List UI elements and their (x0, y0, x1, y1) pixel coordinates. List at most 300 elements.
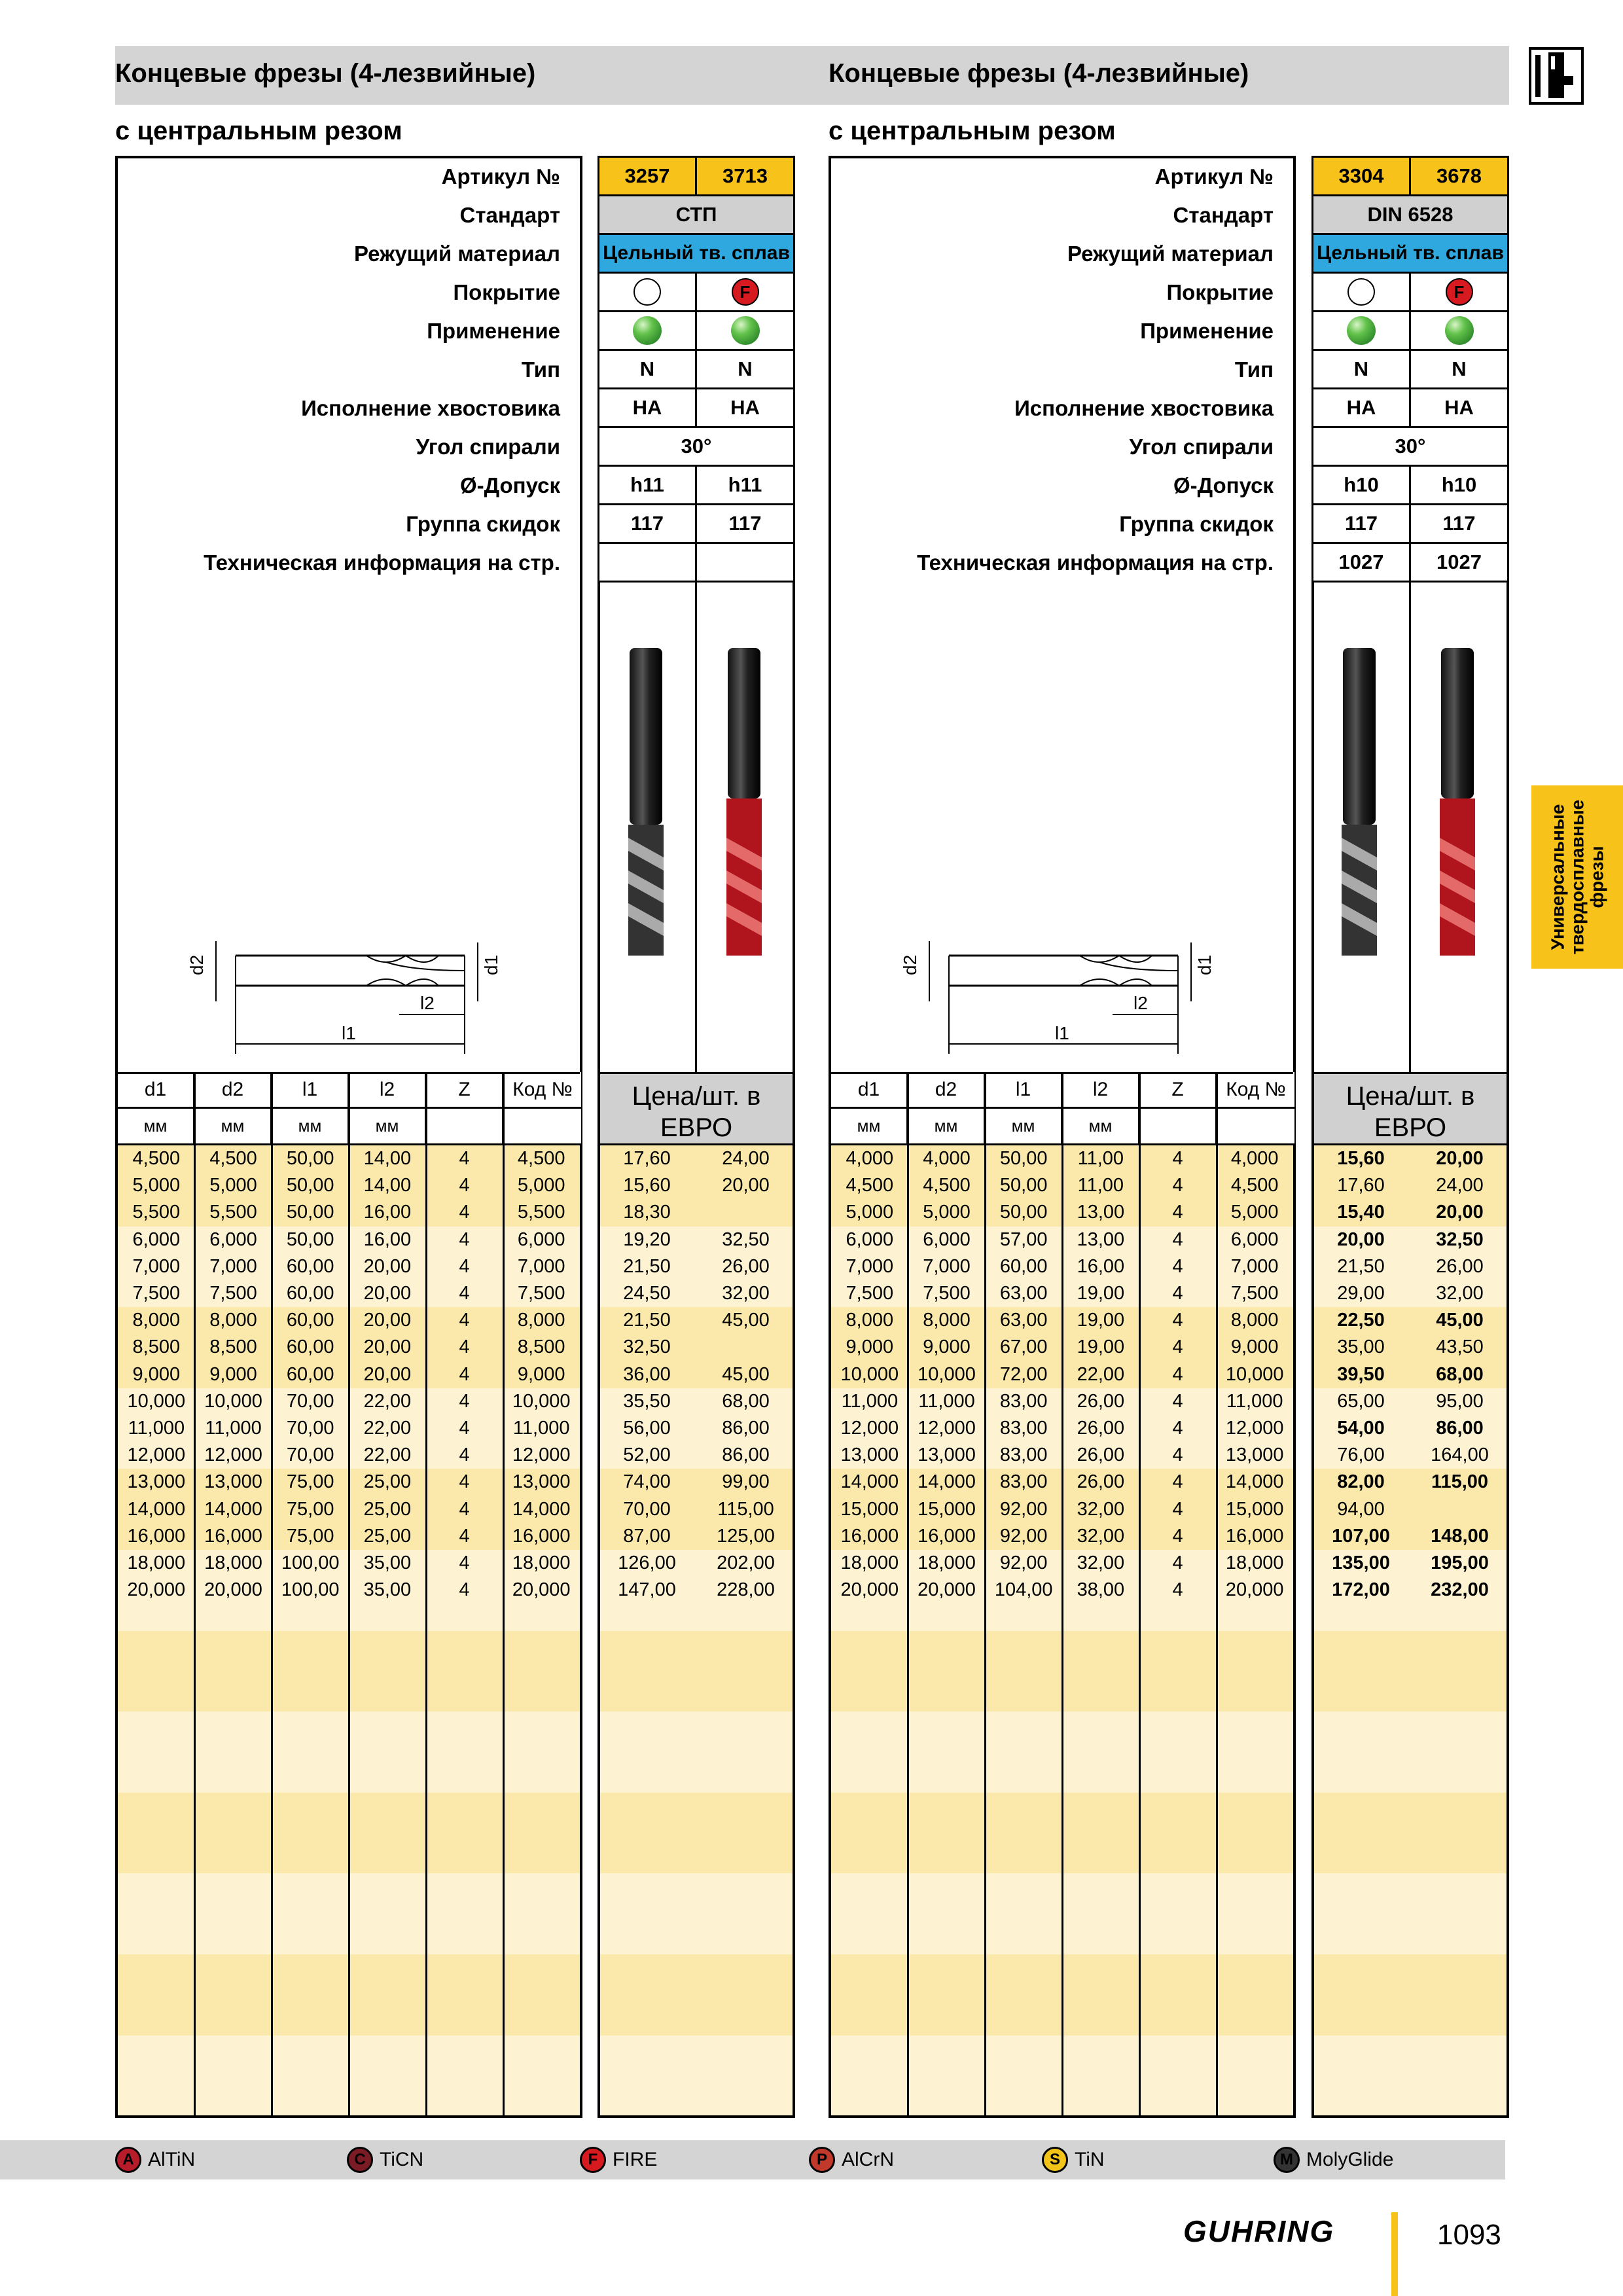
brand-logo: GUHRING (1183, 2214, 1335, 2248)
cell-l2: 26,00 (1077, 1444, 1125, 1466)
price-cell-2 (696, 1199, 795, 1226)
cell-d1: 14,000 (840, 1471, 899, 1493)
table-row[interactable] (831, 1523, 1293, 1550)
cell-l1: 67,00 (999, 1336, 1048, 1358)
price-row[interactable] (597, 1550, 795, 1577)
side-tab-label: Универсальные твердосплавные фрезы (1547, 799, 1607, 955)
cell-: 6,000 (1230, 1229, 1279, 1250)
article-3713[interactable]: 3713 (695, 156, 795, 196)
cell-l2: 25,00 (363, 1525, 412, 1547)
coating-legend-item[interactable] (809, 2143, 894, 2177)
left-title: Концевые фрезы (4-лезвийные) (115, 59, 536, 88)
price-row[interactable] (1311, 1442, 1509, 1469)
price-cell-2: 24,00 (1436, 1175, 1484, 1196)
cell-d2: 4,500 (923, 1175, 971, 1196)
price-cell-1: 70,00 (623, 1498, 671, 1520)
table-row[interactable] (831, 1361, 1293, 1388)
coating-legend-item[interactable] (115, 2143, 195, 2177)
table-row[interactable] (831, 1145, 1293, 1172)
price-row[interactable] (1311, 1172, 1509, 1199)
tech-page-1[interactable] (597, 542, 697, 583)
cell-Z: 4 (459, 1175, 470, 1196)
price-row[interactable] (597, 1577, 795, 1604)
price-cell-1: 19,20 (623, 1229, 671, 1250)
image-divider (695, 581, 697, 1072)
right-subtitle: с центральным резом (829, 117, 1116, 145)
price-row[interactable] (1311, 1550, 1509, 1577)
price-row[interactable] (597, 1307, 795, 1334)
cell-l1: 72,00 (999, 1363, 1048, 1385)
table-row[interactable] (118, 1253, 580, 1280)
col-header-0: d1 (118, 1072, 195, 1109)
cell-l2: 20,00 (363, 1283, 412, 1304)
price-row[interactable] (597, 1388, 795, 1415)
table-row[interactable] (118, 1577, 580, 1604)
cell-l1: 63,00 (999, 1283, 1048, 1304)
discount-1: 117 (1311, 503, 1411, 544)
d2-label: d2 (187, 954, 207, 975)
cell-l1: 57,00 (999, 1229, 1048, 1250)
cell-: 14,000 (1225, 1471, 1284, 1493)
shank-1: HA (597, 387, 697, 428)
helix-angle: 30° (597, 426, 795, 467)
coating-fire (1409, 272, 1509, 312)
right-title: Концевые фрезы (4-лезвийные) (829, 59, 1249, 88)
price-cell-2: 232,00 (1431, 1579, 1489, 1601)
cell-l2: 11,00 (1077, 1175, 1124, 1196)
price-row[interactable] (1311, 1361, 1509, 1388)
cell-l2: 25,00 (363, 1471, 412, 1493)
cell-: 5,000 (1230, 1202, 1279, 1223)
cell-l1: 83,00 (999, 1418, 1048, 1439)
table-row[interactable] (118, 1415, 580, 1442)
cell-: 16,000 (1225, 1525, 1284, 1547)
left-tool-drawing (187, 923, 504, 1054)
cell-l2: 13,00 (1077, 1229, 1125, 1250)
price-cell-1: 22,50 (1337, 1310, 1385, 1331)
cell-Z: 4 (1172, 1229, 1183, 1250)
cell-d1: 13,000 (127, 1471, 186, 1493)
cell-l1: 75,00 (286, 1498, 334, 1520)
d2-label: d2 (900, 954, 920, 975)
table-row[interactable] (118, 1307, 580, 1334)
price-cell-2: 45,00 (1436, 1310, 1484, 1331)
price-row[interactable] (597, 1334, 795, 1361)
end-mill-red-image (1435, 648, 1480, 962)
cell-d1: 7,000 (846, 1255, 894, 1277)
price-cell-2: 228,00 (717, 1579, 775, 1601)
cell-: 4,500 (517, 1148, 565, 1170)
cell-: 5,000 (517, 1175, 565, 1196)
article-3678[interactable]: 3678 (1409, 156, 1509, 196)
side-category-tab[interactable] (1531, 785, 1623, 969)
cell-l1: 75,00 (286, 1525, 334, 1547)
row-band (600, 2036, 793, 2115)
cell-: 18,000 (1225, 1552, 1284, 1574)
price-cell-2: 20,00 (1436, 1202, 1484, 1223)
cell-Z: 4 (459, 1390, 470, 1412)
price-row[interactable] (597, 1415, 795, 1442)
cell-: 8,000 (517, 1310, 565, 1331)
table-row[interactable] (831, 1307, 1293, 1334)
cell-d1: 8,000 (846, 1310, 894, 1331)
cell-d2: 7,000 (209, 1255, 257, 1277)
cell-Z: 4 (459, 1310, 470, 1331)
unit-cell-4 (427, 1109, 504, 1145)
table-row[interactable] (831, 1577, 1293, 1604)
d1-label: d1 (481, 954, 501, 975)
tech-page-2[interactable] (695, 542, 795, 583)
price-cell-2: 125,00 (717, 1525, 775, 1547)
cell-l1: 92,00 (999, 1525, 1048, 1547)
cell-d1: 16,000 (840, 1525, 899, 1547)
standard-value: СТП (597, 194, 795, 235)
col-header-1: d2 (195, 1072, 272, 1109)
cell-d2: 11,000 (205, 1418, 262, 1439)
unit-cell-2: мм (986, 1109, 1063, 1145)
price-cell-2: 24,00 (722, 1148, 770, 1170)
cell-l1: 100,00 (281, 1579, 340, 1601)
col-header-0: d1 (831, 1072, 908, 1109)
type-1: N (597, 349, 697, 389)
cell-Z: 4 (1172, 1175, 1183, 1196)
price-row[interactable] (597, 1469, 795, 1496)
cell-d1: 5,000 (846, 1202, 894, 1223)
price-cell-1: 35,50 (623, 1390, 671, 1412)
cell-d2: 10,000 (918, 1363, 976, 1385)
price-cell-2: 148,00 (1431, 1525, 1489, 1547)
table-row[interactable] (831, 1496, 1293, 1523)
material-value: Цельный тв. сплав (1311, 233, 1509, 274)
cell-Z: 4 (459, 1148, 470, 1170)
cell-Z: 4 (459, 1336, 470, 1358)
cell-l2: 19,00 (1077, 1310, 1125, 1331)
cell-d2: 8,000 (209, 1310, 257, 1331)
price-cell-1: 52,00 (623, 1444, 671, 1466)
table-row[interactable] (118, 1172, 580, 1199)
cell-d1: 9,000 (846, 1336, 894, 1358)
cell-l1: 75,00 (286, 1471, 334, 1493)
cell-d2: 18,000 (918, 1552, 976, 1574)
coating-fire-icon: F (580, 2147, 606, 2173)
table-row[interactable] (831, 1227, 1293, 1253)
left-subtitle: с центральным резом (115, 117, 402, 145)
cell-l1: 50,00 (286, 1202, 334, 1223)
table-row[interactable] (831, 1550, 1293, 1577)
cell-l1: 92,00 (999, 1498, 1048, 1520)
application-1 (1311, 310, 1411, 351)
coating-tin-icon: S (1042, 2147, 1068, 2173)
price-row[interactable] (1311, 1280, 1509, 1307)
cell-: 14,000 (512, 1498, 571, 1520)
price-row[interactable] (597, 1442, 795, 1469)
cell-Z: 4 (459, 1255, 470, 1277)
left-param-label: Техническая информация на стр. (204, 550, 560, 575)
price-cell-1: 18,30 (623, 1202, 671, 1223)
cell-d2: 5,500 (209, 1202, 257, 1223)
left-param-label: Применение (427, 319, 560, 343)
price-row[interactable] (1311, 1496, 1509, 1523)
right-param-label: Техническая информация на стр. (917, 550, 1274, 575)
row-band (1314, 1712, 1507, 1793)
unit-cell-3: мм (1063, 1109, 1140, 1145)
price-cell-1: 147,00 (618, 1579, 676, 1601)
table-row[interactable] (831, 1388, 1293, 1415)
fire-coating-icon: F (1446, 278, 1473, 306)
table-row[interactable] (118, 1523, 580, 1550)
cell-d1: 16,000 (127, 1525, 186, 1547)
tech-page-1[interactable]: 1027 (1311, 542, 1411, 583)
cell-l2: 14,00 (363, 1148, 412, 1170)
price-row[interactable] (597, 1496, 795, 1523)
price-cell-2: 45,00 (722, 1363, 770, 1385)
price-row[interactable] (1311, 1415, 1509, 1442)
cell-d1: 7,500 (132, 1283, 181, 1304)
cell-: 13,000 (512, 1471, 571, 1493)
price-row[interactable] (597, 1523, 795, 1550)
coating-none-icon (1347, 278, 1375, 306)
price-row[interactable] (1311, 1469, 1509, 1496)
right-param-label: Угол спирали (1129, 435, 1274, 459)
cell-d1: 13,000 (840, 1444, 899, 1466)
coating-legend-item[interactable] (347, 2143, 423, 2177)
article-3257[interactable]: 3257 (597, 156, 697, 196)
table-row[interactable] (831, 1415, 1293, 1442)
cell-l1: 60,00 (286, 1255, 334, 1277)
price-row[interactable] (1311, 1577, 1509, 1604)
coating-label: TiCN (380, 2149, 424, 2170)
cell-Z: 4 (459, 1552, 470, 1574)
table-row[interactable] (831, 1442, 1293, 1469)
right-param-label: Группа скидок (1119, 512, 1274, 536)
price-cell-2: 68,00 (722, 1390, 770, 1412)
d1-label: d1 (1194, 954, 1215, 975)
cell-l2: 32,00 (1077, 1498, 1125, 1520)
cell-l1: 83,00 (999, 1390, 1048, 1412)
price-row[interactable] (597, 1199, 795, 1226)
table-row[interactable] (118, 1469, 580, 1496)
cell-d2: 9,000 (923, 1336, 971, 1358)
table-row[interactable] (118, 1227, 580, 1253)
right-param-label: Ø-Допуск (1173, 473, 1274, 497)
cell-l1: 60,00 (286, 1336, 334, 1358)
discount-1: 117 (597, 503, 697, 544)
cell-l1: 50,00 (286, 1175, 334, 1196)
cell-l1: 104,00 (994, 1579, 1053, 1601)
cell-d2: 7,500 (209, 1283, 257, 1304)
coating-legend-item[interactable] (580, 2143, 657, 2177)
table-row[interactable] (831, 1253, 1293, 1280)
cell-: 9,000 (1230, 1336, 1279, 1358)
table-row[interactable] (118, 1334, 580, 1361)
cell-: 11,000 (512, 1418, 570, 1439)
cell-l1: 63,00 (999, 1310, 1048, 1331)
table-row[interactable] (831, 1199, 1293, 1226)
brand-divider (1391, 2212, 1398, 2296)
price-cell-1: 39,50 (1337, 1363, 1385, 1385)
table-row[interactable] (118, 1550, 580, 1577)
green-application-icon (633, 316, 662, 345)
cell-d1: 6,000 (132, 1229, 181, 1250)
left-param-label: Покрытие (453, 280, 560, 304)
row-band (1314, 1954, 1507, 2036)
price-cell-2: 164,00 (1431, 1444, 1489, 1466)
price-row[interactable] (1311, 1145, 1509, 1172)
type-1: N (1311, 349, 1411, 389)
l2-label: l2 (1133, 993, 1148, 1013)
price-row[interactable] (597, 1172, 795, 1199)
unit-cell-4 (1140, 1109, 1217, 1145)
price-cell-2: 43,50 (1436, 1336, 1484, 1358)
cell-d2: 6,000 (923, 1229, 971, 1250)
price-row[interactable] (1311, 1307, 1509, 1334)
cell-: 13,000 (1225, 1444, 1284, 1466)
price-cell-1: 82,00 (1337, 1471, 1385, 1493)
table-row[interactable] (118, 1145, 580, 1172)
cell-d1: 10,000 (127, 1390, 186, 1412)
cell-l1: 50,00 (999, 1175, 1048, 1196)
cell-Z: 4 (1172, 1363, 1183, 1385)
row-band (1314, 2036, 1507, 2115)
right-param-label: Артикул № (1154, 164, 1274, 188)
right-param-label: Тип (1234, 357, 1274, 382)
left-param-label: Артикул № (441, 164, 560, 188)
cell-l2: 16,00 (363, 1229, 412, 1250)
price-cell-1: 21,50 (623, 1255, 671, 1277)
coating-legend-item[interactable] (1042, 2143, 1105, 2177)
cell-l2: 20,00 (363, 1363, 412, 1385)
cell-: 12,000 (512, 1444, 571, 1466)
unit-cell-3: мм (349, 1109, 427, 1145)
cell-Z: 4 (1172, 1310, 1183, 1331)
cell-d1: 8,000 (132, 1310, 181, 1331)
table-row[interactable] (831, 1280, 1293, 1307)
cell-Z: 4 (1172, 1498, 1183, 1520)
coating-label: FIRE (613, 2149, 658, 2170)
price-cell-1: 76,00 (1337, 1444, 1385, 1466)
right-param-label: Режущий материал (1067, 242, 1274, 266)
price-row[interactable] (597, 1280, 795, 1307)
green-application-icon (731, 316, 760, 345)
cell-Z: 4 (459, 1579, 470, 1601)
price-cell-1: 126,00 (618, 1552, 676, 1574)
cell-: 10,000 (1225, 1363, 1284, 1385)
cell-l1: 70,00 (286, 1418, 334, 1439)
coating-none (1311, 272, 1411, 312)
price-cell-1: 29,00 (1337, 1283, 1385, 1304)
end-mill-black-image (1336, 648, 1382, 962)
cell-: 18,000 (512, 1552, 571, 1574)
cell-l1: 50,00 (286, 1148, 334, 1170)
cell-Z: 4 (1172, 1418, 1183, 1439)
price-row[interactable] (597, 1227, 795, 1253)
cell-l1: 70,00 (286, 1390, 334, 1412)
cell-d2: 18,000 (204, 1552, 262, 1574)
table-row[interactable] (118, 1199, 580, 1226)
coating-legend-item[interactable] (1274, 2143, 1393, 2177)
cell-Z: 4 (459, 1525, 470, 1547)
cell-: 15,000 (1225, 1498, 1284, 1520)
table-row[interactable] (118, 1388, 580, 1415)
left-param-label: Исполнение хвостовика (301, 396, 560, 420)
price-row[interactable] (597, 1253, 795, 1280)
table-row[interactable] (831, 1172, 1293, 1199)
tech-page-2[interactable]: 1027 (1409, 542, 1509, 583)
article-3304[interactable]: 3304 (1311, 156, 1411, 196)
cell-l2: 38,00 (1077, 1579, 1125, 1601)
table-row[interactable] (118, 1361, 580, 1388)
price-row[interactable] (1311, 1523, 1509, 1550)
price-cell-1: 15,40 (1337, 1202, 1385, 1223)
cell-l1: 50,00 (286, 1229, 334, 1250)
table-row[interactable] (118, 1442, 580, 1469)
unit-cell-0: мм (118, 1109, 195, 1145)
cell-l1: 70,00 (286, 1444, 334, 1466)
cell-Z: 4 (1172, 1471, 1183, 1493)
cell-l2: 26,00 (1077, 1471, 1125, 1493)
cell-d1: 9,000 (132, 1363, 181, 1385)
application-1 (597, 310, 697, 351)
price-cell-1: 15,60 (623, 1175, 671, 1196)
cell-l2: 16,00 (363, 1202, 412, 1223)
price-cell-1: 36,00 (623, 1363, 671, 1385)
price-cell-1: 24,50 (623, 1283, 671, 1304)
col-header-5: Код № (1217, 1072, 1294, 1109)
price-row[interactable] (1311, 1334, 1509, 1361)
cell-l1: 50,00 (999, 1148, 1048, 1170)
cell-l2: 19,00 (1077, 1283, 1125, 1304)
discount-2: 117 (1409, 503, 1509, 544)
green-application-icon (1347, 316, 1376, 345)
price-row[interactable] (597, 1145, 795, 1172)
table-row[interactable] (118, 1496, 580, 1523)
table-row[interactable] (831, 1334, 1293, 1361)
cell-Z: 4 (459, 1363, 470, 1385)
end-mill-black-image (623, 648, 669, 962)
cell-: 20,000 (1225, 1579, 1284, 1601)
price-cell-1: 172,00 (1332, 1579, 1390, 1601)
cell-d2: 20,000 (918, 1579, 976, 1601)
cell-: 11,000 (1226, 1390, 1283, 1412)
cell-l2: 35,00 (363, 1552, 412, 1574)
price-cell-1: 32,50 (623, 1336, 671, 1358)
cell-l2: 14,00 (363, 1175, 412, 1196)
right-param-label: Исполнение хвостовика (1014, 396, 1274, 420)
price-row[interactable] (597, 1361, 795, 1388)
table-row[interactable] (118, 1280, 580, 1307)
price-row[interactable] (1311, 1227, 1509, 1253)
price-row[interactable] (1311, 1199, 1509, 1226)
table-row[interactable] (831, 1469, 1293, 1496)
cell-d2: 12,000 (918, 1418, 976, 1439)
cell-Z: 4 (1172, 1255, 1183, 1277)
price-row[interactable] (1311, 1253, 1509, 1280)
left-param-label: Тип (521, 357, 560, 382)
coating-fire (695, 272, 795, 312)
cell-d2: 9,000 (209, 1363, 257, 1385)
price-cell-1: 21,50 (623, 1310, 671, 1331)
cell-: 5,500 (517, 1202, 565, 1223)
cell-d2: 13,000 (204, 1471, 262, 1493)
col-header-3: l2 (349, 1072, 427, 1109)
shank-2: HA (695, 387, 795, 428)
price-cell-2: 195,00 (1431, 1552, 1489, 1574)
price-cell-1: 107,00 (1332, 1525, 1390, 1547)
cell-l2: 19,00 (1077, 1336, 1125, 1358)
price-cell-2: 26,00 (1436, 1255, 1484, 1277)
l2-label: l2 (420, 993, 435, 1013)
price-row[interactable] (1311, 1388, 1509, 1415)
